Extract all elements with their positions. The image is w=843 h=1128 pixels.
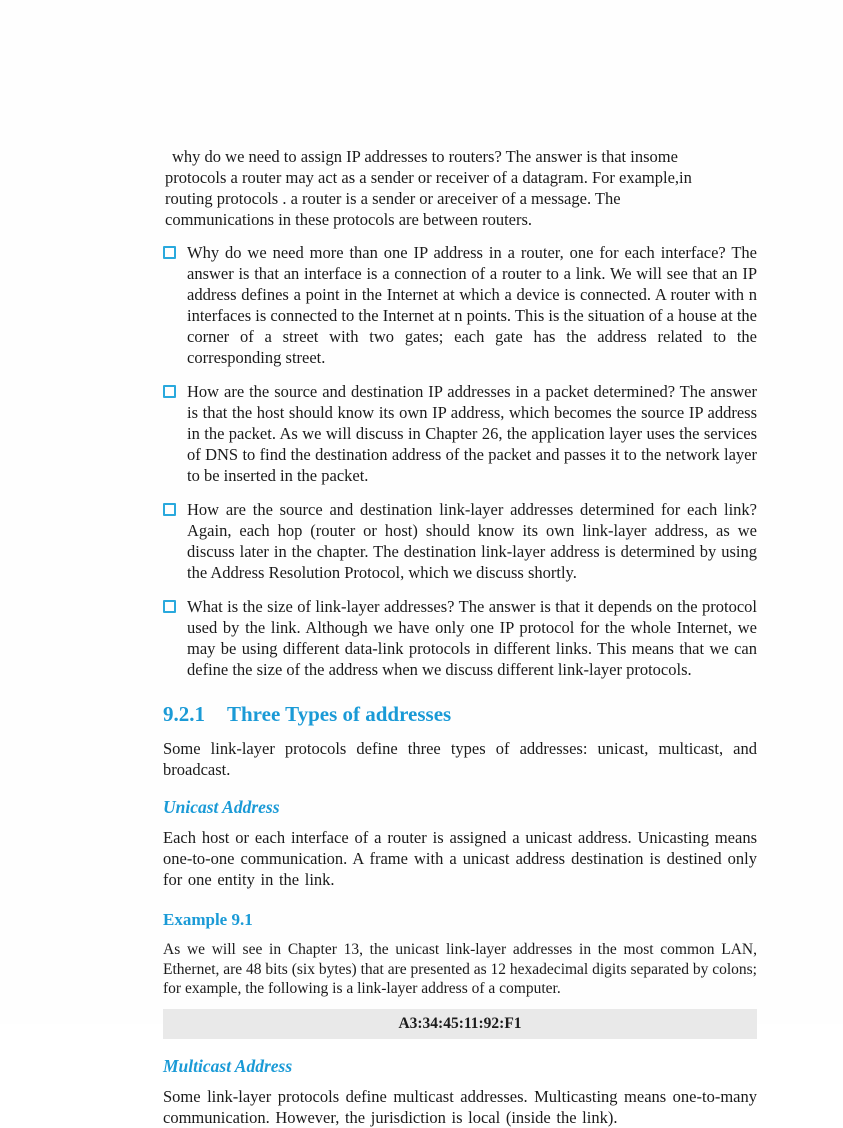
- square-bullet-icon: [163, 246, 176, 259]
- section-number: 9.2.1: [163, 702, 205, 726]
- bullet-text: How are the source and destination IP addresses in a packet determined? The answer is that the host should know its own IP address, which becomes the source IP address in the packet. As we will discuss in Chapter 26, the application layer uses the services of DNS to find the destination address of the packet and passes it to the network layer to be inserted in the packet.: [187, 382, 757, 485]
- bullet-item: [163, 381, 757, 486]
- square-bullet-icon: [163, 600, 176, 613]
- unicast-address-heading: Unicast Address: [163, 797, 280, 817]
- square-bullet-icon: [163, 385, 176, 398]
- example-paragraph: As we will see in Chapter 13, the unicast link-layer addresses in the most common LAN, Ethernet, are 48 bits (six bytes) that are presented as 12 hexadecimal digits separated by colons; for example, the following is a link-layer address of a computer.: [163, 941, 757, 997]
- section-intro-paragraph: Some link-layer protocols define three types of addresses: unicast, multicast, and broadcast.: [163, 739, 757, 779]
- unicast-paragraph: Each host or each interface of a router is assigned a unicast address. Unicasting means one-to-one communication. A frame with a unicast address destination is destined only for one entity in the link.: [163, 828, 757, 889]
- intro-paragraph: why do we need to assign IP addresses to routers? The answer is that insome protocols a router may act as a sender or receiver of a datagram. For example,in routing protocols . a router is a sender or areceiver of a message. The communications in these protocols are between routers.: [165, 147, 692, 229]
- text-column: [163, 146, 757, 1128]
- multicast-paragraph: Some link-layer protocols define multicast addresses. Multicasting means one-to-many communication. However, the jurisdiction is local (inside the link).: [163, 1086, 757, 1127]
- multicast-address-heading: Multicast Address: [163, 1055, 293, 1076]
- bullet-item: [163, 596, 757, 680]
- section-title: Three Types of addresses: [227, 702, 452, 726]
- bullet-text: What is the size of link-layer addresses? The answer is that it depends on the protocol used by the link. Although we have only one IP protocol for the whole Internet, we may be using different data-link protocols in different links. This means that we can define the size of the address when we discuss different link-layer protocols.: [187, 597, 757, 679]
- section-heading: [163, 702, 757, 726]
- bullet-item: [163, 499, 757, 583]
- bullet-list: [163, 242, 757, 680]
- square-bullet-icon: [163, 503, 176, 516]
- example-heading: Example 9.1: [163, 910, 253, 929]
- bullet-text: Why do we need more than one IP address in a router, one for each interface? The answer is that an interface is a connection of a router to a link. We will see that an IP address defines a point in the Internet at which a device is connected. A router with n interfaces is connected to the Internet at n points. This is the situation of a house at the corner of a street with two gates; each gate has the address related to the corresponding street.: [187, 243, 757, 367]
- link-layer-address-box: A3:34:45:11:92:F1: [163, 1009, 757, 1039]
- bullet-text: How are the source and destination link-layer addresses determined for each link? Again, each hop (router or host) should know its own link-layer address, as we discuss later in the chapter. The destination link-layer address is determined by using the Address Resolution Protocol, which we discuss shortly.: [187, 500, 757, 582]
- bullet-item: [163, 242, 757, 368]
